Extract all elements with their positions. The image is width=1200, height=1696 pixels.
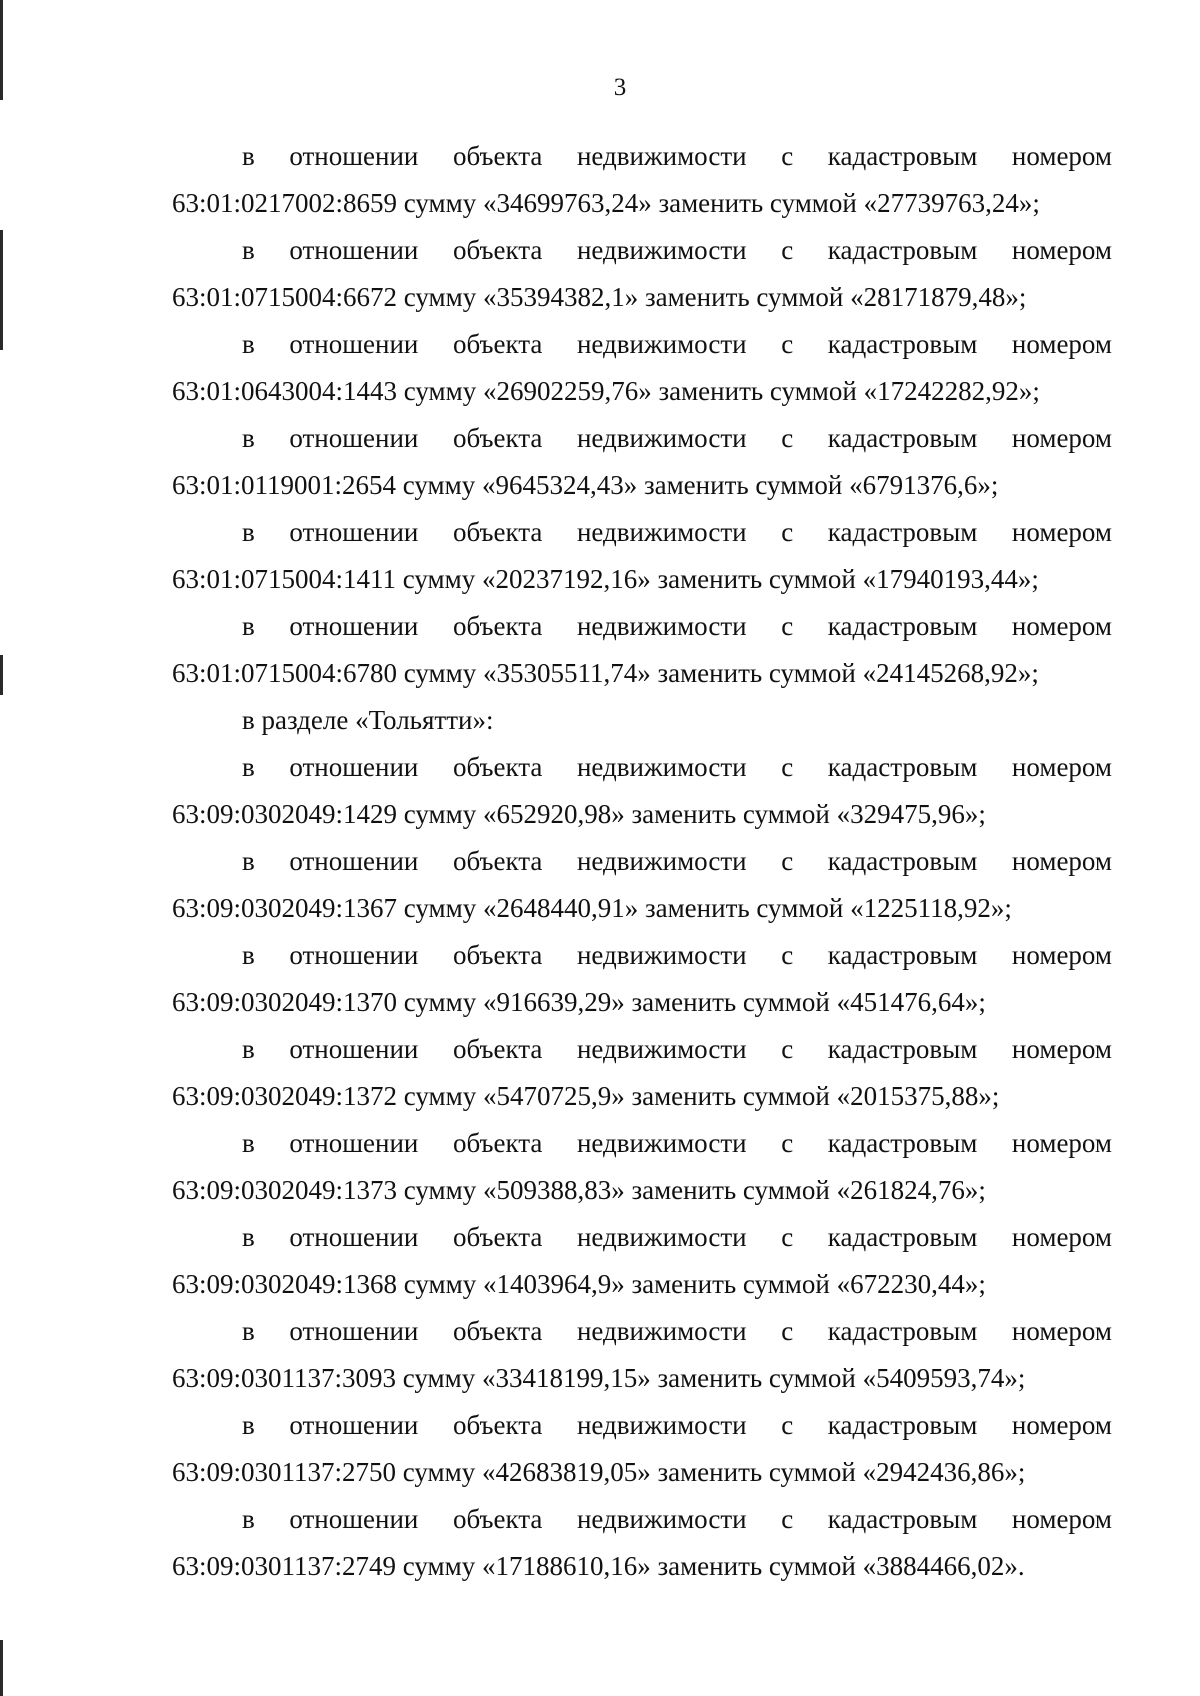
phrase-word: кадастровым [827, 329, 978, 359]
amendment-entry [172, 1308, 1112, 1402]
phrase-word: номером [1011, 1222, 1112, 1252]
phrase-word: отношении [289, 752, 419, 782]
phrase-word: недвижимости [576, 517, 747, 547]
phrase-word: объекта [452, 141, 543, 171]
phrase-word: отношении [289, 1410, 419, 1440]
phrase-word: отношении [289, 329, 419, 359]
phrase-word: в [242, 1316, 255, 1346]
phrase-word: с [781, 1034, 794, 1064]
phrase-word: кадастровым [827, 940, 978, 970]
document-body [172, 133, 1112, 1590]
phrase-word: объекта [452, 1128, 543, 1158]
entry-phrase [172, 1402, 1112, 1449]
phrase-word: в [242, 1504, 255, 1534]
phrase-word: отношении [289, 1222, 419, 1252]
phrase-word: с [781, 752, 794, 782]
phrase-word: кадастровым [827, 1128, 978, 1158]
entry-detail: 63:09:0301137:2749 сумму «17188610,16» заменить суммой «3884466,02». [172, 1551, 1025, 1581]
phrase-word: с [781, 329, 794, 359]
phrase-word: объекта [452, 329, 543, 359]
phrase-word: отношении [289, 940, 419, 970]
phrase-word: объекта [452, 1222, 543, 1252]
phrase-word: номером [1011, 846, 1112, 876]
phrase-word: в [242, 141, 255, 171]
entry-detail: 63:09:0302049:1372 сумму «5470725,9» заменить суммой «2015375,88»; [172, 1081, 1000, 1111]
phrase-word: кадастровым [827, 1034, 978, 1064]
phrase-word: недвижимости [576, 611, 747, 641]
entry-detail: 63:01:0119001:2654 сумму «9645324,43» заменить суммой «6791376,6»; [172, 470, 999, 500]
phrase-word: недвижимости [576, 1410, 747, 1440]
phrase-word: в [242, 1034, 255, 1064]
amendment-entry [172, 415, 1112, 509]
scan-edge-mark [0, 230, 3, 350]
entry-detail: 63:01:0217002:8659 сумму «34699763,24» заменить суммой «27739763,24»; [172, 188, 1040, 218]
phrase-word: объекта [452, 235, 543, 265]
phrase-word: в [242, 329, 255, 359]
phrase-word: объекта [452, 517, 543, 547]
phrase-word: кадастровым [827, 1316, 978, 1346]
phrase-word: объекта [452, 1316, 543, 1346]
phrase-word: номером [1011, 1504, 1112, 1534]
phrase-word: отношении [289, 846, 419, 876]
entry-phrase [172, 133, 1112, 180]
phrase-word: отношении [289, 1128, 419, 1158]
phrase-word: с [781, 611, 794, 641]
entry-phrase [172, 1026, 1112, 1073]
phrase-word: с [781, 1504, 794, 1534]
phrase-word: недвижимости [576, 423, 747, 453]
phrase-word: номером [1011, 940, 1112, 970]
phrase-word: номером [1011, 141, 1112, 171]
amendment-entry [172, 1214, 1112, 1308]
phrase-word: с [781, 1410, 794, 1440]
page-number: 3 [613, 74, 627, 101]
entry-detail: 63:09:0302049:1373 сумму «509388,83» заменить суммой «261824,76»; [172, 1175, 986, 1205]
phrase-word: с [781, 235, 794, 265]
phrase-word: отношении [289, 235, 419, 265]
phrase-word: в [242, 423, 255, 453]
entry-detail: 63:09:0302049:1367 сумму «2648440,91» заменить суммой «1225118,92»; [172, 893, 1012, 923]
entry-detail: 63:01:0715004:6672 сумму «35394382,1» заменить суммой «28171879,48»; [172, 282, 1027, 312]
phrase-word: недвижимости [576, 1222, 747, 1252]
phrase-word: кадастровым [827, 846, 978, 876]
phrase-word: с [781, 1222, 794, 1252]
phrase-word: номером [1011, 1410, 1112, 1440]
phrase-word: в [242, 1410, 255, 1440]
scan-edge-mark [0, 1640, 3, 1696]
entry-phrase [172, 1308, 1112, 1355]
amendment-entry [172, 1402, 1112, 1496]
phrase-word: в [242, 1128, 255, 1158]
phrase-word: недвижимости [576, 1034, 747, 1064]
phrase-word: с [781, 846, 794, 876]
amendment-entry [172, 227, 1112, 321]
entry-phrase [172, 838, 1112, 885]
entry-phrase [172, 744, 1112, 791]
amendment-entry [172, 838, 1112, 932]
phrase-word: номером [1011, 1034, 1112, 1064]
phrase-word: объекта [452, 423, 543, 453]
amendment-entry [172, 744, 1112, 838]
entry-phrase [172, 932, 1112, 979]
phrase-word: кадастровым [827, 141, 978, 171]
entry-phrase [172, 603, 1112, 650]
entry-phrase [172, 1214, 1112, 1261]
amendment-entry [172, 1496, 1112, 1590]
phrase-word: с [781, 940, 794, 970]
phrase-word: кадастровым [827, 517, 978, 547]
phrase-word: кадастровым [827, 1504, 978, 1534]
entry-detail: 63:09:0302049:1429 сумму «652920,98» заменить суммой «329475,96»; [172, 799, 986, 829]
phrase-word: кадастровым [827, 423, 978, 453]
phrase-word: номером [1011, 611, 1112, 641]
phrase-word: в [242, 611, 255, 641]
phrase-word: кадастровым [827, 752, 978, 782]
phrase-word: кадастровым [827, 235, 978, 265]
phrase-word: в [242, 940, 255, 970]
phrase-word: отношении [289, 423, 419, 453]
entry-detail: 63:09:0302049:1370 сумму «916639,29» заменить суммой «451476,64»; [172, 987, 986, 1017]
amendment-entry [172, 133, 1112, 227]
phrase-word: в [242, 235, 255, 265]
entry-phrase [172, 1496, 1112, 1543]
entry-detail: 63:01:0715004:6780 сумму «35305511,74» заменить суммой «24145268,92»; [172, 658, 1039, 688]
phrase-word: объекта [452, 846, 543, 876]
phrase-word: номером [1011, 752, 1112, 782]
phrase-word: недвижимости [576, 1316, 747, 1346]
phrase-word: недвижимости [576, 752, 747, 782]
phrase-word: объекта [452, 1504, 543, 1534]
amendment-entry [172, 509, 1112, 603]
phrase-word: номером [1011, 329, 1112, 359]
amendment-entry [172, 603, 1112, 697]
phrase-word: кадастровым [827, 611, 978, 641]
phrase-word: номером [1011, 1316, 1112, 1346]
phrase-word: с [781, 1316, 794, 1346]
entries-list-togliatti [172, 744, 1112, 1590]
section-heading: в разделе «Тольятти»: [242, 705, 494, 735]
amendment-entry [172, 321, 1112, 415]
phrase-word: отношении [289, 1316, 419, 1346]
entry-detail: 63:09:0301137:2750 сумму «42683819,05» заменить суммой «2942436,86»; [172, 1457, 1026, 1487]
entry-phrase [172, 321, 1112, 368]
entries-list-samara [172, 133, 1112, 697]
phrase-word: отношении [289, 517, 419, 547]
phrase-word: в [242, 1222, 255, 1252]
phrase-word: объекта [452, 1034, 543, 1064]
phrase-word: объекта [452, 940, 543, 970]
phrase-word: недвижимости [576, 846, 747, 876]
phrase-word: номером [1011, 517, 1112, 547]
phrase-word: недвижимости [576, 235, 747, 265]
phrase-word: недвижимости [576, 141, 747, 171]
phrase-word: отношении [289, 1034, 419, 1064]
amendment-entry [172, 1026, 1112, 1120]
amendment-entry [172, 1120, 1112, 1214]
phrase-word: объекта [452, 1410, 543, 1440]
phrase-word: объекта [452, 611, 543, 641]
phrase-word: кадастровым [827, 1410, 978, 1440]
entry-detail: 63:09:0301137:3093 сумму «33418199,15» заменить суммой «5409593,74»; [172, 1363, 1026, 1393]
scan-edge-mark [0, 655, 3, 695]
amendment-entry [172, 932, 1112, 1026]
phrase-word: с [781, 141, 794, 171]
phrase-word: с [781, 517, 794, 547]
phrase-word: в [242, 846, 255, 876]
entry-detail: 63:01:0643004:1443 сумму «26902259,76» заменить суммой «17242282,92»; [172, 376, 1040, 406]
phrase-word: номером [1011, 1128, 1112, 1158]
phrase-word: отношении [289, 611, 419, 641]
phrase-word: с [781, 423, 794, 453]
phrase-word: недвижимости [576, 329, 747, 359]
entry-phrase [172, 415, 1112, 462]
phrase-word: недвижимости [576, 1128, 747, 1158]
phrase-word: отношении [289, 141, 419, 171]
entry-detail: 63:09:0302049:1368 сумму «1403964,9» заменить суммой «672230,44»; [172, 1269, 986, 1299]
entry-detail: 63:01:0715004:1411 сумму «20237192,16» заменить суммой «17940193,44»; [172, 564, 1039, 594]
phrase-word: кадастровым [827, 1222, 978, 1252]
phrase-word: в [242, 517, 255, 547]
phrase-word: в [242, 752, 255, 782]
phrase-word: номером [1011, 235, 1112, 265]
phrase-word: номером [1011, 423, 1112, 453]
phrase-word: отношении [289, 1504, 419, 1534]
phrase-word: с [781, 1128, 794, 1158]
entry-phrase [172, 1120, 1112, 1167]
phrase-word: недвижимости [576, 940, 747, 970]
phrase-word: недвижимости [576, 1504, 747, 1534]
phrase-word: объекта [452, 752, 543, 782]
entry-phrase [172, 227, 1112, 274]
entry-phrase [172, 509, 1112, 556]
